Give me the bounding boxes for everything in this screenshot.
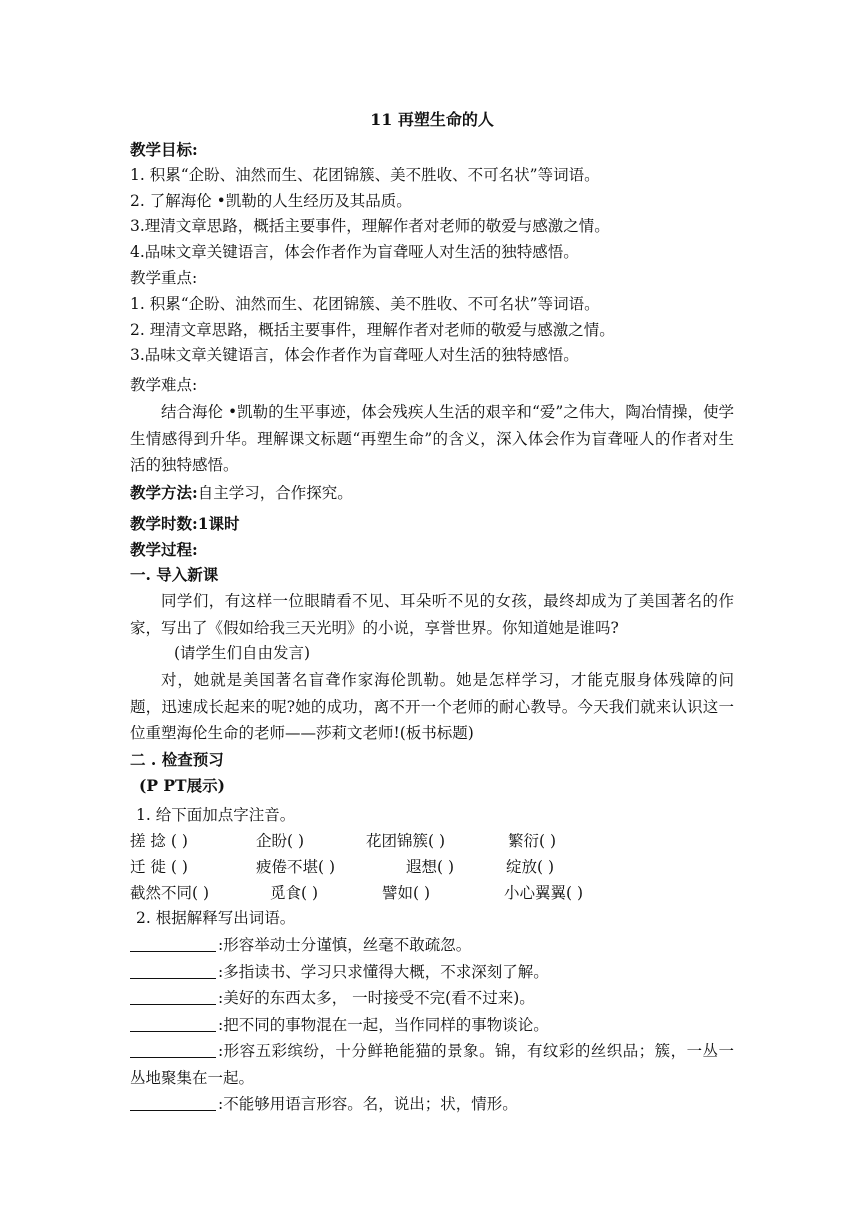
goal-item: 3.理清文章思路，概括主要事件，理解作者对老师的敬爱与感激之情。 — [130, 217, 610, 236]
pinyin-item: 遐想( ) — [406, 858, 455, 877]
difficulty-text: 结合海伦 •凯勒的生平事迹，体会残疾人生活的艰辛和“爱”之伟大，陶冶情操，使学生情感得到升华。理解课文标题“再塑生命”的含义，深入体会作为盲聋哑人的作者对生活的独特感悟。 — [130, 402, 734, 475]
pinyin-row — [130, 828, 734, 854]
answer-blank[interactable] — [130, 935, 216, 952]
method-label: 教学方法: — [130, 482, 198, 502]
answer-blank[interactable] — [130, 988, 216, 1005]
answer-blank[interactable] — [130, 1041, 216, 1058]
pinyin-row — [130, 880, 734, 906]
pinyin-item: 繁衍( ) — [508, 832, 557, 851]
pinyin-item: 譬如( ) — [382, 884, 431, 903]
pinyin-item: 觅食( ) — [270, 884, 319, 903]
pinyin-item: 截然不同( ) — [130, 884, 210, 903]
method-value: 自主学习，合作探究。 — [197, 483, 353, 502]
definition-row — [130, 1012, 734, 1039]
lesson-plan — [130, 110, 734, 1118]
pinyin-item: 迁 徙 ( ) — [130, 858, 188, 877]
pinyin-item: 花团锦簇( ) — [366, 832, 446, 851]
answer-blank[interactable] — [130, 1015, 216, 1032]
goal-item: 4.品味文章关键语言，体会作者作为盲聋哑人对生活的独特感悟。 — [130, 243, 579, 262]
pinyin-item: 搓 捻 ( ) — [130, 832, 188, 851]
section-heading-preview: 二 . 检查预习 — [130, 749, 224, 769]
answer-blank[interactable] — [130, 1094, 216, 1111]
key-point-item: 2. 理清文章思路，概括主要事件，理解作者对老师的敬爱与感激之情。 — [130, 320, 615, 339]
question-1-label: 1. 给下面加点字注音。 — [136, 805, 296, 824]
method-line — [130, 479, 734, 507]
pinyin-item: 绽放( ) — [506, 858, 555, 877]
definition-row — [130, 985, 734, 1012]
process-heading: 教学过程: — [130, 539, 198, 559]
answer-blank[interactable] — [130, 962, 216, 979]
goal-item: 1. 积累“企盼、油然而生、花团锦簇、美不胜收、不可名状”等词语。 — [130, 165, 600, 184]
pinyin-item: 企盼( ) — [256, 832, 305, 851]
definition-row — [130, 959, 734, 986]
definition-text: :把不同的事物混在一起，当作同样的事物谈论。 — [218, 1015, 549, 1034]
key-point-item: 1. 积累“企盼、油然而生、花团锦簇、美不胜收、不可名状”等词语。 — [130, 294, 600, 313]
definition-text: :形容举动士分谨慎，丝毫不敢疏忽。 — [218, 936, 472, 955]
definition-row — [130, 1091, 734, 1118]
intro-note: (请学生们自由发言) — [174, 644, 311, 663]
pinyin-item: 小心翼翼( ) — [504, 884, 584, 903]
page-title: 11 再塑生命的人 — [370, 110, 494, 129]
goal-item: 2. 了解海伦 •凯勒的人生经历及其品质。 — [130, 191, 412, 210]
definition-text: :形容五彩缤纷，十分鲜艳能猫的景象。锦，有纹彩的丝织品；簇，一丛一丛地聚集在一起。 — [130, 1042, 734, 1087]
definition-text: :美好的东西太多， 一时接受不完(看不过来)。 — [218, 989, 535, 1008]
question-2-label: 2. 根据解释写出词语。 — [136, 909, 296, 928]
section-heading-intro: 一. 导入新课 — [130, 565, 219, 585]
difficulty-heading: 教学难点: — [130, 376, 198, 395]
hours-line: 教学时数:1课时 — [130, 513, 240, 533]
definition-text: :多指读书、学习只求懂得大概，不求深刻了解。 — [218, 962, 549, 981]
intro-paragraph-2: 对，她就是美国著名盲聋作家海伦凯勒。她是怎样学习，才能克服身体残障的问题，迅速成长起来的呢?她的成功，离不开一个老师的耐心教导。今天我们就来认识这一位重塑海伦生命的老师——莎莉文老师!(板书标题) — [130, 671, 734, 743]
goals-heading: 教学目标: — [130, 140, 198, 159]
definition-row — [130, 1038, 734, 1091]
ppt-label: (P PT展示) — [139, 775, 225, 795]
pinyin-item: 疲倦不堪( ) — [256, 858, 336, 877]
key-points-heading: 教学重点: — [130, 268, 198, 287]
pinyin-row — [130, 854, 734, 880]
intro-paragraph: 同学们，有这样一位眼睛看不见、耳朵听不见的女孩，最终却成为了美国著名的作家，写出了《假如给我三天光明》的小说，享誉世界。你知道她是谁吗? — [130, 592, 734, 637]
definition-text: :不能够用语言形容。名，说出；状，情形。 — [218, 1095, 518, 1114]
definition-row — [130, 932, 734, 959]
key-point-item: 3.品味文章关键语言，体会作者作为盲聋哑人对生活的独特感悟。 — [130, 346, 579, 365]
